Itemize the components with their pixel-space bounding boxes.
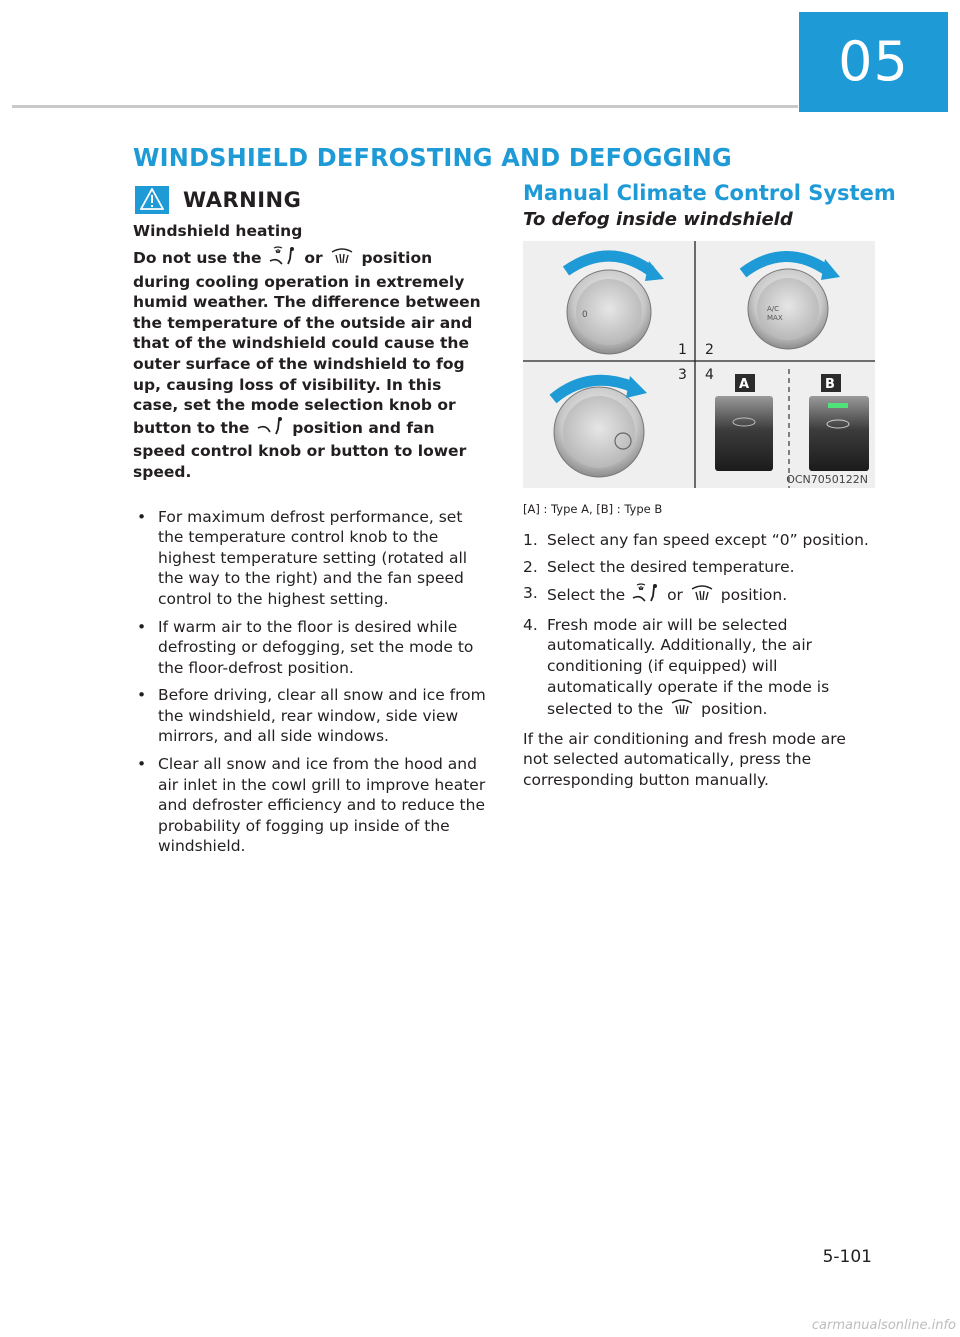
- closing-paragraph: If the air conditioning and fresh mode are not selected automatically, press the corresponding button manually.: [523, 729, 846, 789]
- step-item: [523, 583, 875, 609]
- quadrant-3-label: 3: [678, 367, 687, 383]
- step-item: [523, 615, 875, 723]
- warning-text-start: Do not use the: [133, 249, 262, 267]
- step-item: [523, 530, 875, 551]
- step-text: Select the desired temperature.: [547, 557, 795, 576]
- defog-subtitle: To defog inside windshield: [523, 209, 793, 230]
- defrost-icon: [689, 583, 715, 609]
- quadrant-4-label: 4: [705, 367, 714, 383]
- step-number: 1.: [523, 531, 538, 549]
- step-text: or: [667, 586, 683, 605]
- step-text: Select any fan speed except “0” position.: [547, 531, 869, 549]
- section-title: WINDSHIELD DEFROSTING AND DEFOGGING: [133, 143, 732, 172]
- figure-illustration: [523, 241, 875, 488]
- list-item: • For maximum defrost performance, set the temperature control knob to the highest temperature setting (rotated all the way to the right) and the fan speed control to the highest setting.: [133, 507, 488, 610]
- step-text: position.: [701, 700, 768, 719]
- defrost-icon: [669, 697, 695, 723]
- ac-label: A/C: [767, 305, 780, 313]
- list-item: • Clear all snow and ice from the hood and air inlet in the cowl grill to improve heater and defroster efficiency and to reduce the probability of fogging up inside of the windshield.: [133, 754, 488, 857]
- chapter-tab: 05: [799, 12, 948, 112]
- warning-header: [133, 186, 488, 214]
- type-a-badge: A: [739, 377, 750, 392]
- step-number: 4.: [523, 615, 538, 634]
- manual-system-title: Manual Climate Control System: [523, 181, 896, 205]
- right-column: [523, 181, 896, 791]
- max-label: MAX: [767, 314, 783, 322]
- tips-list: [133, 507, 488, 858]
- figure-caption: [A] : Type A, [B] : Type B: [523, 502, 663, 516]
- fan-zero-label: 0: [582, 310, 588, 320]
- warning-text-or: or: [304, 249, 323, 267]
- step-text: Fresh mode air will be selected automatically. Additionally, the air conditioning (if equipped) will automatically operate if the mode is selected to the: [547, 615, 830, 719]
- climate-control-figure: [523, 241, 875, 488]
- step-text: Select the: [547, 586, 626, 605]
- warning-text-main: position during cooling operation in extremely humid weather. The difference between the temperature of the outside air and that of the windshield could cause the outer surface of the windshield to fog up, causing loss of visibility. In this case, set the mode selection knob or button to the: [133, 249, 481, 437]
- figure-code: OCN7050122N: [786, 473, 868, 486]
- warning-label: WARNING: [183, 188, 302, 212]
- defog-steps: [523, 530, 875, 723]
- list-item: • If warm air to the floor is desired while defrosting or defogging, set the mode to the floor-defrost position.: [133, 617, 488, 679]
- quadrant-1-label: 1: [678, 342, 687, 358]
- watermark: carmanualsonline.info: [811, 1318, 956, 1333]
- step-item: [523, 557, 875, 578]
- list-item: • Before driving, clear all snow and ice from the windshield, rear window, side view mirrors, and all side windows.: [133, 685, 488, 747]
- quadrant-2-label: 2: [705, 342, 714, 358]
- step-number: 3.: [523, 584, 538, 603]
- step-number: 2.: [523, 557, 538, 576]
- left-column: [133, 186, 488, 864]
- header-rule: [12, 105, 798, 108]
- warning-text-tail: position and fan speed control knob or button to lower speed.: [133, 418, 467, 481]
- page-number: 5-101: [822, 1247, 872, 1267]
- step-text: position.: [720, 586, 788, 605]
- warning-text: [133, 246, 488, 483]
- type-b-badge: B: [825, 377, 835, 392]
- warning-subtitle: Windshield heating: [133, 222, 303, 240]
- floor-defrost-icon: [631, 583, 661, 609]
- warning-icon: [135, 186, 169, 214]
- defrost-icon: [329, 246, 355, 272]
- floor-icon: [256, 416, 286, 442]
- floor-defrost-icon: [268, 246, 298, 272]
